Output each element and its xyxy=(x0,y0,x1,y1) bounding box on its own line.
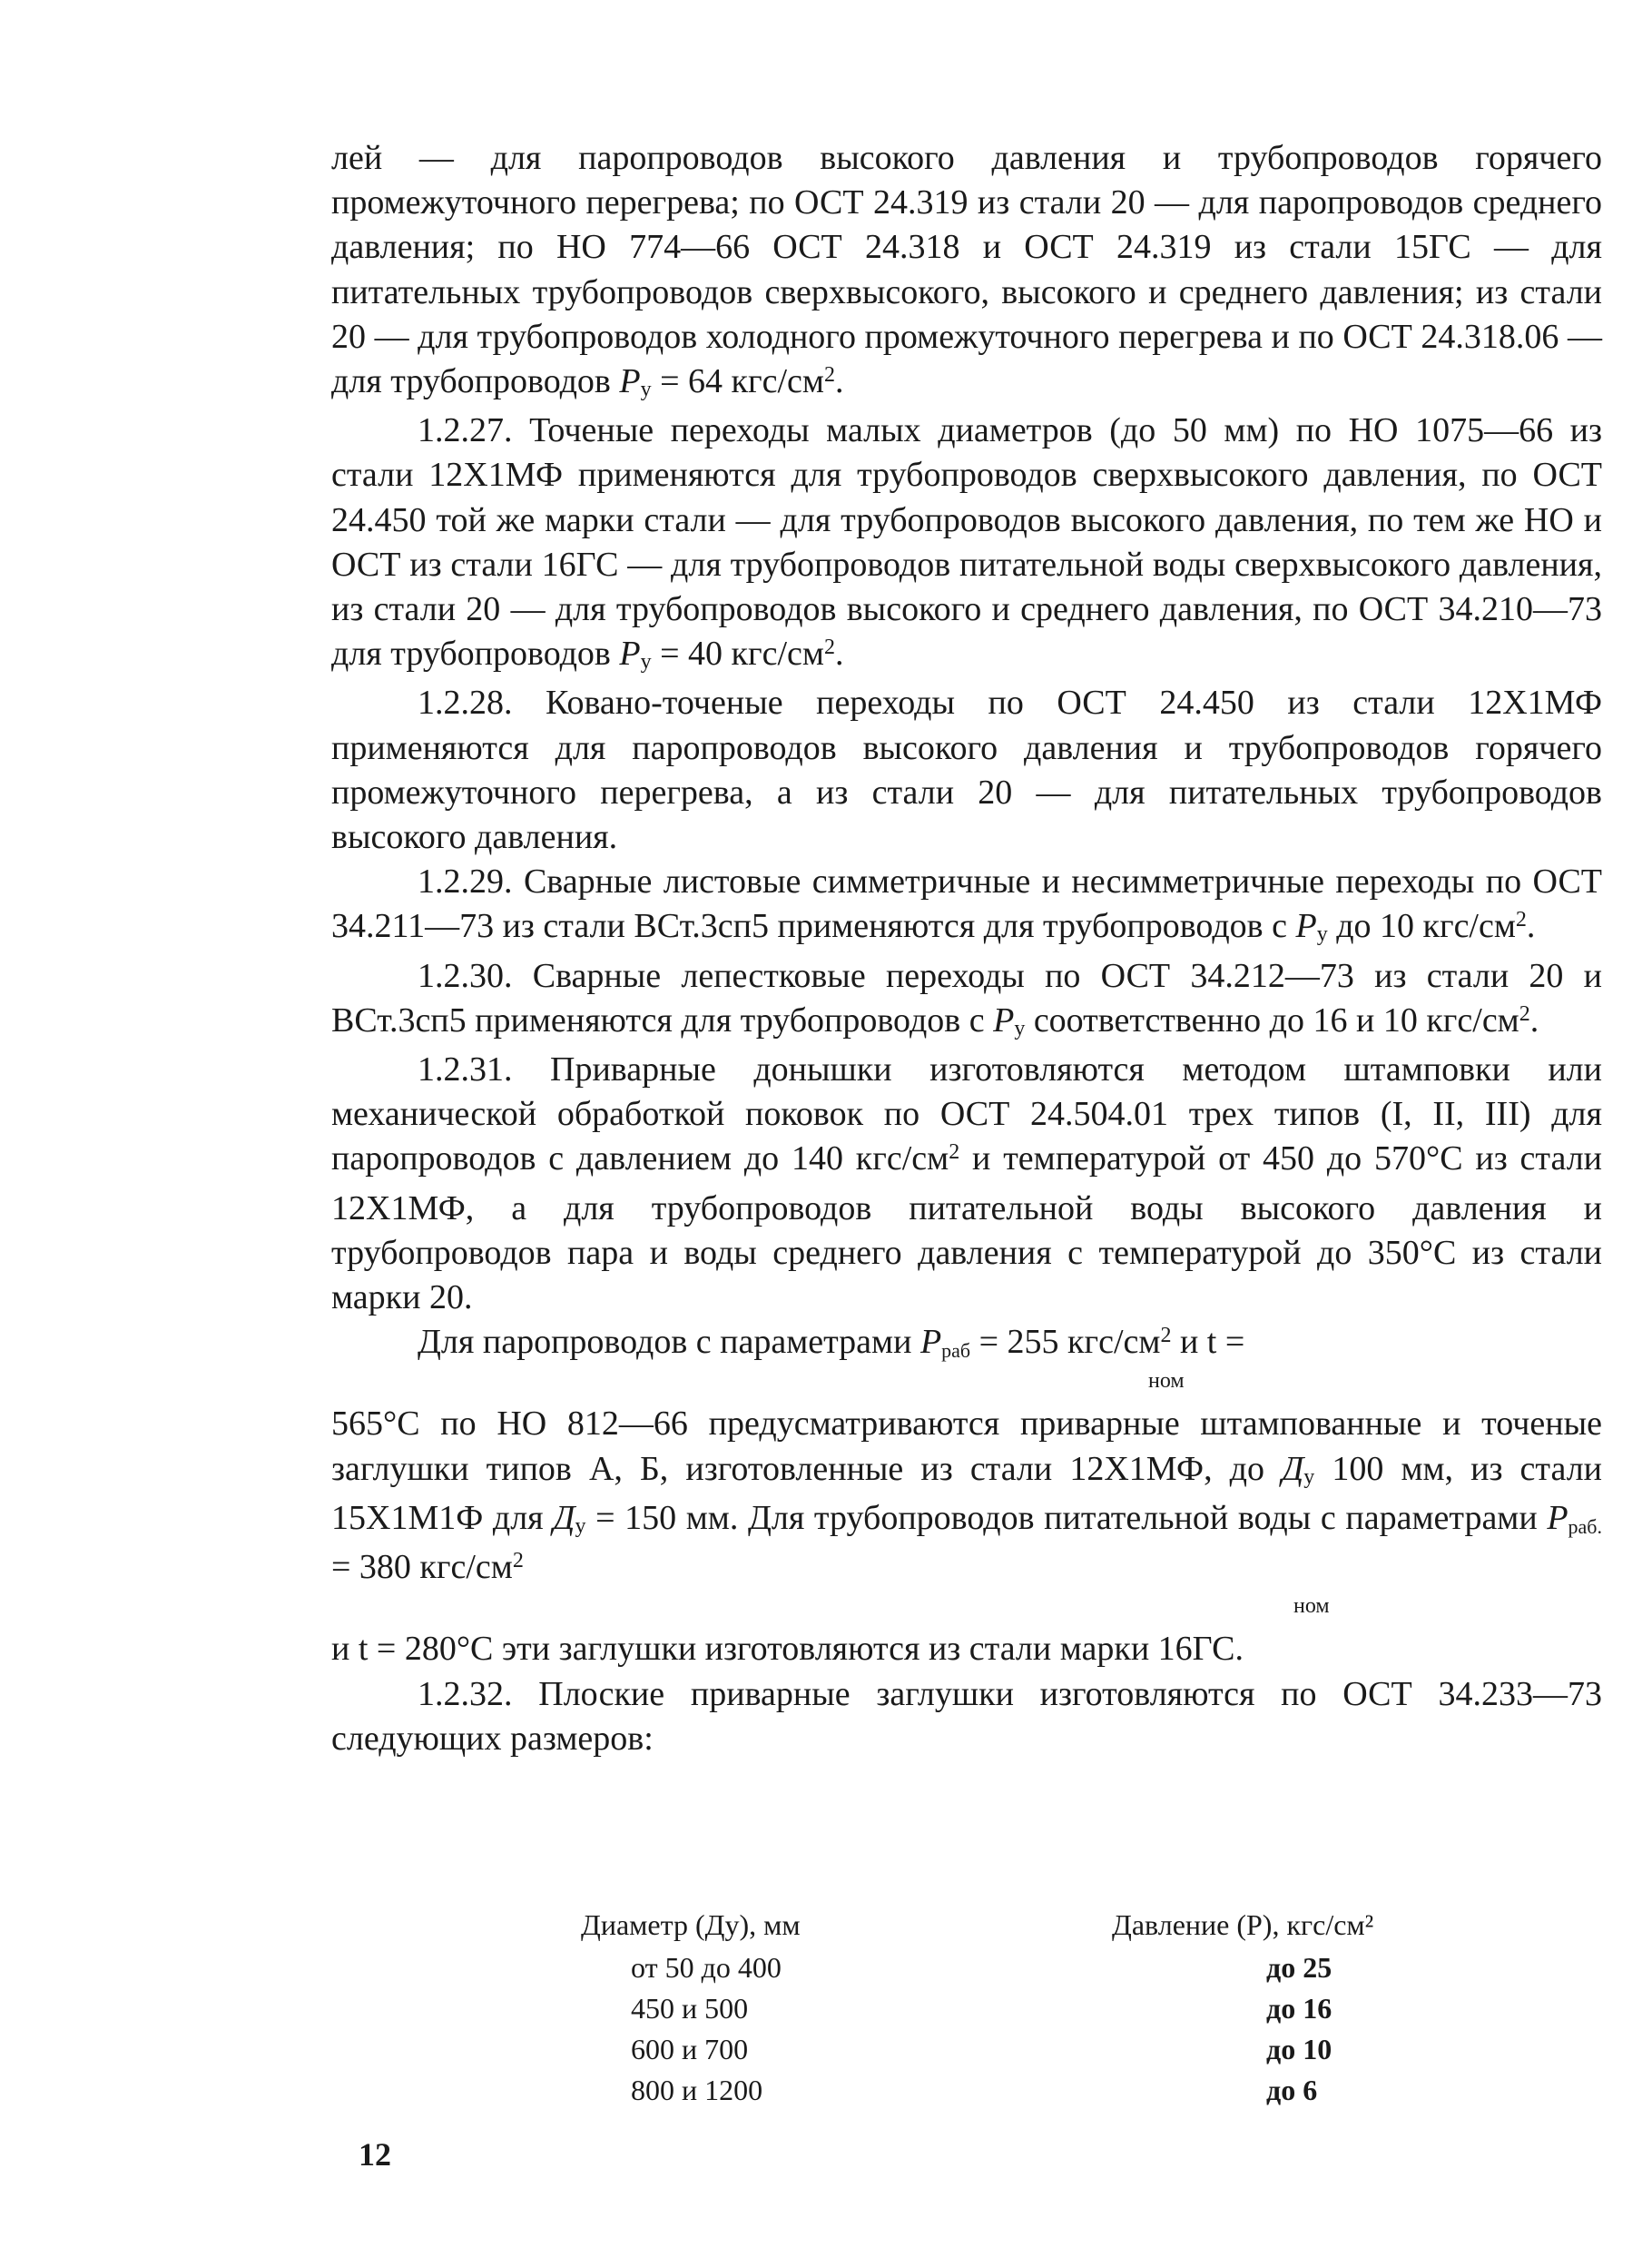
subscript: у xyxy=(640,650,652,675)
paragraph-plugs-end: и t = 280°С эти заглушки изготовляются из стали марки 16ГС. xyxy=(331,1630,1244,1669)
paragraph-text: . xyxy=(1529,1000,1539,1040)
column-header-diameter: Диаметр (Дy), мм xyxy=(581,1907,801,1941)
page-number: 12 xyxy=(359,2136,391,2173)
paragraph-text: = 255 кгс/см xyxy=(970,1323,1161,1362)
pressure-symbol: P xyxy=(619,362,641,401)
diameter-cell: 450 и 500 xyxy=(631,1992,749,2025)
pressure-symbol: P xyxy=(1547,1498,1568,1537)
paragraph-1-2-32: 1.2.32. Плоские приварные заглушки изготовляются по ОСТ 34.233—73 следующих размеров: xyxy=(331,1674,1602,1758)
paragraph-text: = 150 мм. Для трубопроводов питательной воды с параметрами xyxy=(585,1498,1548,1537)
subscript: у xyxy=(1316,922,1328,947)
diameter-cell: 600 и 700 xyxy=(631,2033,749,2065)
subscript: у xyxy=(1303,1464,1315,1489)
superscript: 2 xyxy=(823,636,835,660)
paragraph-1-2-27 xyxy=(331,409,1602,681)
pressure-symbol: P xyxy=(1295,907,1317,946)
pressure-cell: до 10 xyxy=(1266,2033,1332,2065)
superscript: 2 xyxy=(1515,908,1527,932)
paragraph-1-2-31 xyxy=(331,1048,1602,1320)
pressure-cell: до 25 xyxy=(1266,1951,1332,1984)
paragraph-text: 100 мм, из стали 15Х1М1Ф для xyxy=(331,1449,1602,1537)
paragraph-text: . xyxy=(1526,907,1536,946)
paragraph-text: 565°С по НО 812—66 предусматриваются приварные штампованные и точеные заглушки типов А, Б, изготовленные из стали 12Х1МФ, до xyxy=(331,1404,1602,1488)
paragraph-text: до 10 кгс/см xyxy=(1327,907,1516,946)
paragraph-text: . xyxy=(834,362,844,401)
paragraph-continuation xyxy=(331,136,1602,409)
paragraph-plugs xyxy=(331,1402,1602,1594)
paragraph-text: соответственно до 16 и 10 кгс/см xyxy=(1025,1000,1519,1040)
table-row xyxy=(581,1947,1373,1988)
paragraph-text: = 380 кгс/см xyxy=(331,1548,513,1587)
table-row xyxy=(581,2029,1373,2070)
superscript: 2 xyxy=(1519,1001,1530,1026)
table-row xyxy=(581,1988,1373,2029)
subscript: раб. xyxy=(1568,1514,1602,1538)
paragraph-1-2-28: 1.2.28. Ковано-точеные переходы по ОСТ 24.450 из стали 12Х1МФ применяются для паропроводов высокого давления и трубопроводов горячего промежуточного перегрева, а из стали 20 — для питательных трубопроводов высокого давления. xyxy=(331,684,1602,857)
paragraph-text: и t = xyxy=(1171,1323,1245,1362)
plug-sizes-table xyxy=(581,1902,1489,2111)
superscript: 2 xyxy=(512,1549,524,1573)
paragraph-text: 1.2.27. Точеные переходы малых диаметров (до 50 мм) по НО 1075—66 из стали 12Х1МФ применяются для трубопроводов сверхвысокого давления, по ОСТ 24.450 той же марки стали — для трубопроводов высокого давления, по тем же НО и ОСТ из стали 16ГС — для трубопроводов питательной воды сверхвысокого давления, из стали 20 — для трубопроводов высокого и среднего давления, по ОСТ 34.210—73 для трубопроводов xyxy=(331,411,1602,674)
table-header-row xyxy=(581,1902,1373,1947)
paragraph-text: лей — для паропроводов высокого давления и трубопроводов горячего промежуточного перегрева; по ОСТ 24.319 из стали 20 — для паропроводов среднего давления; по НО 774—66 ОСТ 24.318 и ОСТ 24.319 из стали 15ГС — для питательных трубопроводов сверхвысокого, высокого и среднего давления; из стали 20 — для трубопроводов холодного промежуточного перегрева и по ОСТ 24.318.06 — для трубопроводов xyxy=(331,139,1602,401)
pressure-symbol: P xyxy=(919,1323,942,1362)
paragraph-text: 1.2.31. Приварные донышки изготовляются методом штамповки или механической обработкой поковок по ОСТ 24.504.01 трех типов (I, II, III) для паропроводов с давлением до 140 кгс/см xyxy=(331,1050,1602,1178)
paragraph-1-2-29 xyxy=(331,860,1602,953)
diameter-cell: 800 и 1200 xyxy=(631,2074,763,2106)
paragraph-text: Для паропроводов с параметрами xyxy=(418,1323,920,1362)
paragraph-text: . xyxy=(834,635,844,674)
paragraph-text: 1.2.29. Сварные листовые симметричные и несимметричные переходы по ОСТ 34.211—73 из стали ВСт.3сп5 применяются для трубопроводов с xyxy=(331,862,1602,946)
paragraph-1-2-30 xyxy=(331,954,1602,1048)
nominal-subscript-line: ном xyxy=(1293,1594,1330,1619)
superscript: 2 xyxy=(1160,1324,1172,1348)
paragraph-text: 1.2.30. Сварные лепестковые переходы по ОСТ 34.212—73 из стали 20 и ВСт.3сп5 применяются для трубопроводов с xyxy=(331,956,1602,1040)
paragraph-text: и температурой от 450 до 570°С из стали 12Х1МФ, а для трубопроводов питательной воды высокого давления и трубопроводов пара и воды среднего давления с температурой до 350°С из стали марки 20. xyxy=(331,1139,1602,1317)
pressure-cell: до 6 xyxy=(1266,2074,1318,2106)
pressure-cell: до 16 xyxy=(1266,1992,1332,2025)
superscript: 2 xyxy=(823,363,835,388)
diameter-symbol: Д xyxy=(1282,1449,1304,1488)
paragraph-text: = 64 кгс/см xyxy=(651,362,824,401)
paragraph-parameters xyxy=(331,1320,1602,1369)
pressure-symbol: P xyxy=(993,1000,1015,1040)
subscript: у xyxy=(640,378,652,402)
subscript: раб xyxy=(941,1339,971,1363)
column-header-pressure: Давление (Р), кгс/см² xyxy=(1112,1907,1374,1941)
diameter-cell: от 50 до 400 xyxy=(631,1951,782,1984)
table-row xyxy=(581,2070,1373,2111)
superscript: 2 xyxy=(949,1140,960,1165)
subscript: у xyxy=(1014,1016,1026,1040)
paragraph-text: = 40 кгс/см xyxy=(651,635,824,674)
nominal-subscript-line: ном xyxy=(1148,1369,1185,1394)
diameter-symbol: Д xyxy=(553,1498,575,1537)
subscript: у xyxy=(575,1513,586,1538)
body-text xyxy=(331,136,1602,1761)
pressure-symbol: P xyxy=(619,635,641,674)
